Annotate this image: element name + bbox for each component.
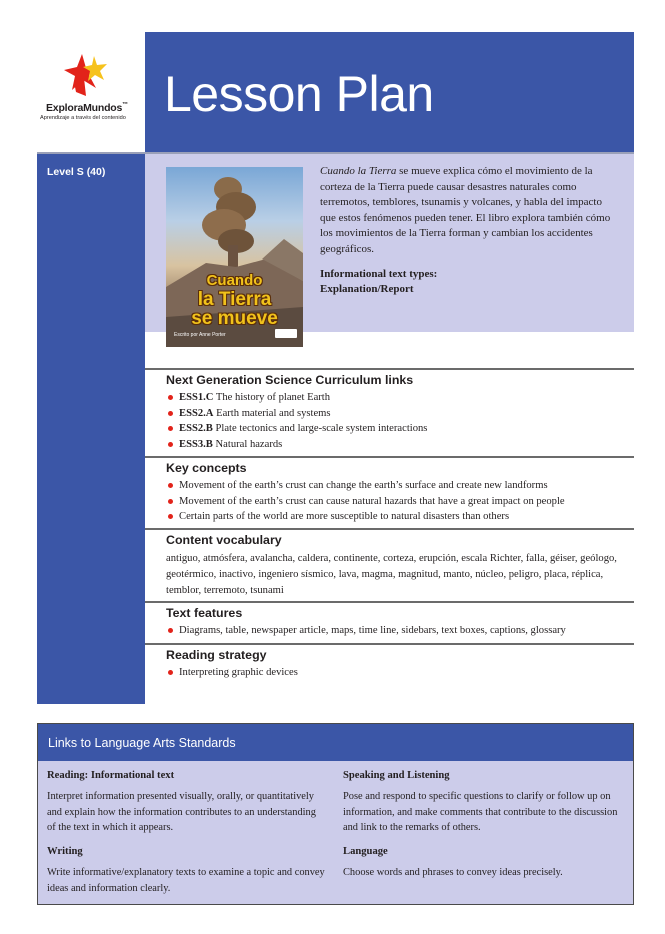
list-item: Interpreting graphic devices — [166, 665, 626, 681]
cover-author: Escrito por Anne Porter — [174, 332, 226, 338]
science-links-section — [166, 373, 626, 452]
cover-title-line-2: la Tierra — [197, 289, 272, 310]
bullet-icon — [168, 411, 173, 416]
bullet-icon — [168, 514, 173, 519]
cover-publisher-logo — [275, 329, 297, 338]
section-divider — [145, 368, 634, 370]
intro-text — [320, 164, 620, 298]
list-item: Diagrams, table, newspaper article, maps, time line, sidebars, text boxes, captions, glossary — [166, 623, 626, 639]
left-sidebar — [37, 154, 145, 704]
standards-header — [38, 724, 633, 761]
bullet-icon — [168, 499, 173, 504]
list-item: ESS2.A Earth material and systems — [166, 406, 626, 422]
standards-heading: Links to Language Arts Standards — [48, 736, 236, 750]
book-cover — [166, 167, 303, 347]
section-divider — [145, 601, 634, 603]
bullet-icon — [168, 483, 173, 488]
standard-text: Interpret information presented visually, orally, or quantitatively and explain how the information contributes to an understanding of the text in which it appears. — [47, 790, 316, 834]
standard-title: Language — [343, 846, 388, 858]
list-item: ESS2.B Plate tectonics and large-scale system interactions — [166, 421, 626, 437]
language-arts-standards-box — [37, 723, 634, 905]
standards-left-column — [47, 768, 327, 905]
text-types-label: Informational text types: — [320, 267, 438, 280]
page-title: Lesson Plan — [164, 66, 434, 122]
cover-title-line-3: se mueve — [191, 308, 278, 329]
section-heading: Text features — [166, 606, 243, 620]
bullet-icon — [168, 426, 173, 431]
standard-text: Pose and respond to specific questions to clarify or follow up on information, and make comments that contribute to the discussion and link to the remarks of others. — [343, 790, 618, 834]
section-heading: Next Generation Science Curriculum links — [166, 373, 414, 387]
vocabulary-text: antiguo, atmósfera, avalancha, caldera, continente, corteza, erupción, escala Richter, falla, géiser, geólogo, geotérmico, inactivo, ingeniero sísmico, lava, magma, magnitud, manto, núcleo, peligro, placa, réplica, temblor, terremoto, tsunami — [166, 553, 617, 597]
book-summary: Cuando la Tierra se mueve explica cómo el movimiento de la corteza de la Tierra puede causar desastres naturales como terremotos, temblores, tsunamis y volcanes, y habla del impacto que estos fenómenos pueden tener. El libro explora también cómo los movimientos de la Tierra forman y cambian los accidentes geográficos. — [320, 165, 611, 255]
brand-logo — [36, 50, 144, 130]
section-heading: Content vocabulary — [166, 533, 282, 547]
standard-text: Choose words and phrases to convey ideas precisely. — [343, 866, 563, 878]
book-title-italic: Cuando la Tierra — [320, 165, 397, 177]
section-divider — [145, 456, 634, 458]
content-vocabulary-section — [166, 533, 626, 600]
standard-title: Reading: Informational text — [47, 770, 175, 781]
section-heading: Reading strategy — [166, 648, 267, 662]
key-concepts-section — [166, 461, 626, 525]
list-item: ESS1.C The history of planet Earth — [166, 390, 626, 406]
brand-name: ExploraMundos™ — [46, 102, 128, 114]
star-burst-icon — [64, 52, 110, 100]
list-item: Certain parts of the world are more susceptible to natural disasters than others — [166, 509, 626, 525]
bullet-icon — [168, 670, 173, 675]
brand-tagline: Aprendizaje a través del contenido — [40, 115, 126, 121]
level-label: Level S (40) — [47, 166, 106, 178]
cover-title-line-1: Cuando — [206, 272, 263, 289]
reading-strategy-section — [166, 648, 626, 681]
list-item: Movement of the earth’s crust can cause natural hazards that have a great impact on people — [166, 494, 626, 510]
cover-title — [166, 271, 303, 328]
bullet-icon — [168, 628, 173, 633]
text-features-section — [166, 606, 626, 639]
section-divider — [145, 528, 634, 530]
bullet-icon — [168, 442, 173, 447]
section-heading: Key concepts — [166, 461, 247, 475]
standard-title: Speaking and Listening — [343, 770, 450, 781]
standard-text: Write informative/explanatory texts to examine a topic and convey ideas and information clearly. — [47, 866, 325, 894]
standard-title: Writing — [47, 846, 83, 858]
section-divider — [145, 643, 634, 645]
page-header — [145, 32, 634, 152]
text-types-value: Explanation/Report — [320, 283, 414, 296]
list-item: ESS3.B Natural hazards — [166, 437, 626, 453]
bullet-icon — [168, 395, 173, 400]
standards-right-column — [343, 768, 623, 889]
list-item: Movement of the earth’s crust can change the earth’s surface and create new landforms — [166, 478, 626, 494]
